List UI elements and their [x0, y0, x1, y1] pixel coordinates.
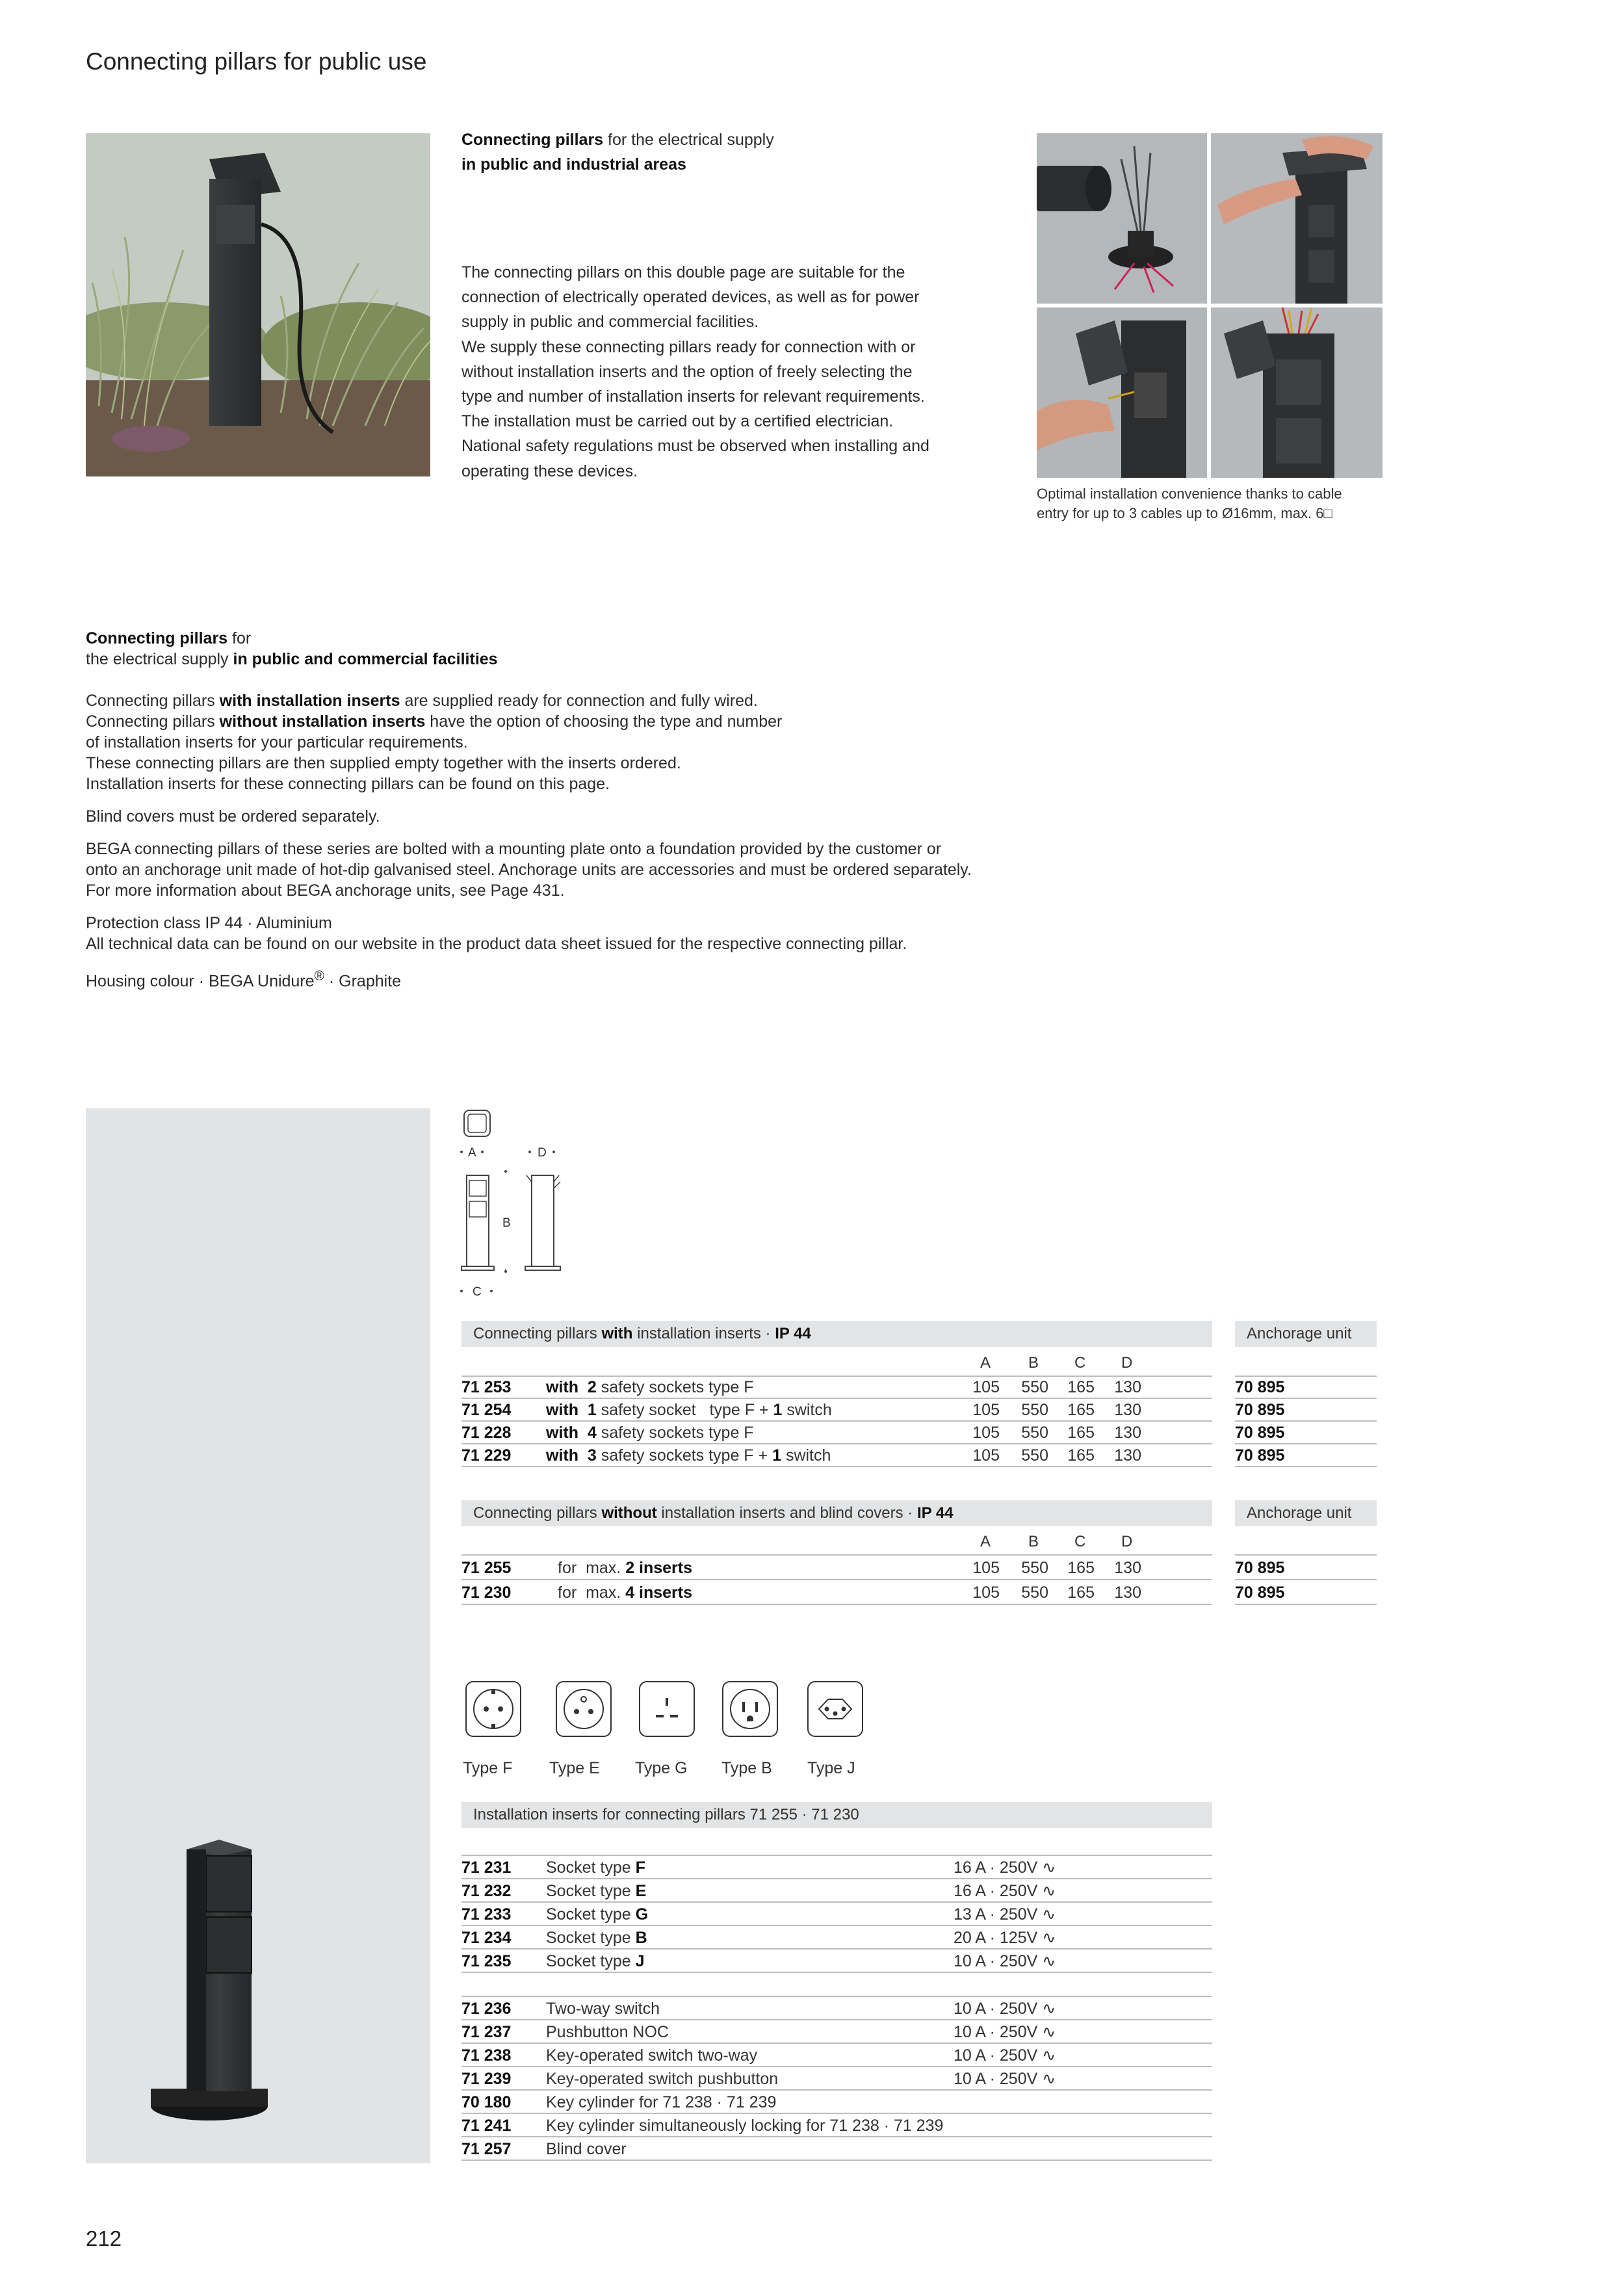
anchor-cell: 70 895 — [1235, 1580, 1377, 1605]
table-row: 71 238 Key-operated switch two-way 10 A · 250V ∿ — [461, 2044, 1212, 2067]
socket-type-f-icon — [465, 1681, 521, 1737]
table-row: 71 236 Two-way switch 10 A · 250V ∿ — [461, 1997, 1212, 2020]
table-row: 71 228 with 4 safety sockets type F 105 550 165 130 — [461, 1422, 1212, 1444]
table-row: 71 235 Socket type J 10 A · 250V ∿ — [461, 1950, 1212, 1973]
cable-entry-photo — [1037, 133, 1207, 304]
socket-label: Type B — [721, 1759, 772, 1777]
socket-label: Type G — [635, 1759, 688, 1777]
info-paragraph-1: Connecting pillars with installation inserts are supplied ready for connection and fully wired. Connecting pillars without installation inserts have the option of choosing the type and number of installation inserts for your particular requirements. These connecting pillars are then supplied empty together with the inserts ordered. Installation inserts for these connecting pillars can be found on this page. — [86, 692, 783, 793]
anchor-cell: 70 895 — [1235, 1444, 1377, 1467]
table2-anchor-body — [1235, 1556, 1377, 1605]
dim-label-b: B — [502, 1216, 511, 1230]
table1-col-d: D — [1121, 1354, 1133, 1372]
wired-pillar-image — [1211, 307, 1383, 478]
table-row: 71 237 Pushbutton NOC 10 A · 250V ∿ — [461, 2020, 1212, 2044]
socket-label: Type J — [807, 1759, 855, 1777]
table-row: 71 233 Socket type G 13 A · 250V ∿ — [461, 1903, 1212, 1926]
section-heading: Connecting pillars for the electrical supply in public and commercial facilities — [86, 629, 498, 668]
table-row: 71 234 Socket type B 20 A · 125V ∿ — [461, 1926, 1212, 1950]
table1-col-b: B — [1028, 1354, 1039, 1372]
table-row: 71 232 Socket type E 16 A · 250V ∿ — [461, 1879, 1212, 1903]
anchor-cell: 70 895 — [1235, 1376, 1377, 1399]
insert-mounting-image — [1037, 307, 1207, 478]
dimension-diagram — [455, 1105, 578, 1300]
pillar-in-grass-image — [86, 133, 430, 476]
inserts-header: Installation inserts for connecting pillars 71 255 · 71 230 — [461, 1802, 1212, 1828]
table-row: 71 229 with 3 safety sockets type F + 1 switch 105 550 165 130 — [461, 1444, 1212, 1467]
page-title: Connecting pillars for public use — [86, 48, 427, 75]
info-paragraph-4: Protection class IP 44 · Aluminium All technical data can be found on our website in the product data sheet issued for the respective connecting pillar. — [86, 914, 907, 953]
socket-label: Type F — [463, 1759, 513, 1777]
socket-type-j-icon — [807, 1681, 863, 1737]
socket-type-g-icon — [639, 1681, 695, 1737]
anchor-cell: 70 895 — [1235, 1422, 1377, 1444]
info-paragraph-2: Blind covers must be ordered separately. — [86, 807, 380, 826]
table-row: 71 239 Key-operated switch pushbutton 10 A · 250V ∿ — [461, 2067, 1212, 2091]
table-row: 70 180 Key cylinder for 71 238 · 71 239 — [461, 2091, 1212, 2114]
table-row: 71 255 for max. 2 inserts 105 550 165 130 — [461, 1556, 1212, 1580]
table2-col-d: D — [1121, 1533, 1133, 1550]
product-panel — [86, 1108, 430, 2163]
table-row: 71 253 with 2 safety sockets type F 105 550 165 130 — [461, 1376, 1212, 1399]
connecting-pillar-product-image — [86, 1108, 430, 2163]
lid-opening-photo — [1211, 133, 1383, 304]
socket-label: Type E — [549, 1759, 600, 1777]
cable-entry-image — [1037, 133, 1207, 304]
section-info — [86, 690, 1100, 1003]
table-row: 71 257 Blind cover — [461, 2137, 1212, 2161]
table2-anchor-header: Anchorage unit — [1235, 1500, 1377, 1526]
dimension-drawing — [455, 1105, 578, 1300]
socket-type-b-icon — [722, 1681, 778, 1737]
table1-col-a: A — [980, 1354, 991, 1372]
hero-photo — [86, 133, 430, 476]
table-row: 71 230 for max. 4 inserts 105 550 165 130 — [461, 1580, 1212, 1605]
table1-anchor-body — [1235, 1376, 1377, 1467]
info-paragraph-3: BEGA connecting pillars of these series are bolted with a mounting plate onto a foundation provided by the customer or onto an anchorage unit made of hot-dip galvanised steel. Anchorage units are accessories and must be ordered separately. For more information about BEGA anchorage units, see Page 431. — [86, 840, 972, 900]
insert-mounting-photo — [1037, 307, 1207, 478]
table1-header: Connecting pillars with installation inserts · IP 44 — [461, 1321, 1212, 1347]
photo-caption: Optimal installation convenience thanks to cable entry for up to 3 cables up to Ø16mm, max. 6□ — [1037, 486, 1342, 521]
table2-col-b: B — [1028, 1533, 1039, 1550]
table-row: 71 254 with 1 safety socket type F + 1 switch 105 550 165 130 — [461, 1399, 1212, 1422]
table2-col-a: A — [980, 1533, 991, 1550]
socket-type-e-icon — [556, 1681, 612, 1737]
intro-body: The connecting pillars on this double page are suitable for the connection of electrically operated devices, as well as for power supply in public and commercial facilities. We supply these connecting pillars ready for connection with or without installation inserts and the option of freely selecting the type and number of installation inserts for relevant requirements. The installation must be carried out by a certified electrician. National safety regulations must be observed when installing and operating these devices. — [461, 263, 929, 480]
table-row: 71 231 Socket type F 16 A · 250V ∿ — [461, 1856, 1212, 1879]
anchor-cell: 70 895 — [1235, 1556, 1377, 1580]
dim-label-a: A — [468, 1146, 476, 1160]
table-row: 71 241 Key cylinder simultaneously locking for 71 238 · 71 239 — [461, 2114, 1212, 2137]
wired-pillar-photo — [1211, 307, 1383, 478]
dim-label-d: D — [538, 1146, 547, 1160]
table2-header: Connecting pillars without installation inserts and blind covers · IP 44 — [461, 1500, 1212, 1526]
table1-col-c: C — [1074, 1354, 1086, 1372]
info-paragraph-5: Housing colour · BEGA Unidure® · Graphite — [86, 969, 402, 991]
table2-col-c: C — [1074, 1533, 1086, 1550]
intro-heading: Connecting pillars for the electrical supply in public and industrial areas — [461, 131, 774, 174]
table1-anchor-header: Anchorage unit — [1235, 1321, 1377, 1347]
dim-label-c: C — [473, 1285, 482, 1299]
page-number: 212 — [86, 2226, 122, 2250]
anchor-cell: 70 895 — [1235, 1399, 1377, 1422]
lid-opening-image — [1211, 133, 1383, 304]
